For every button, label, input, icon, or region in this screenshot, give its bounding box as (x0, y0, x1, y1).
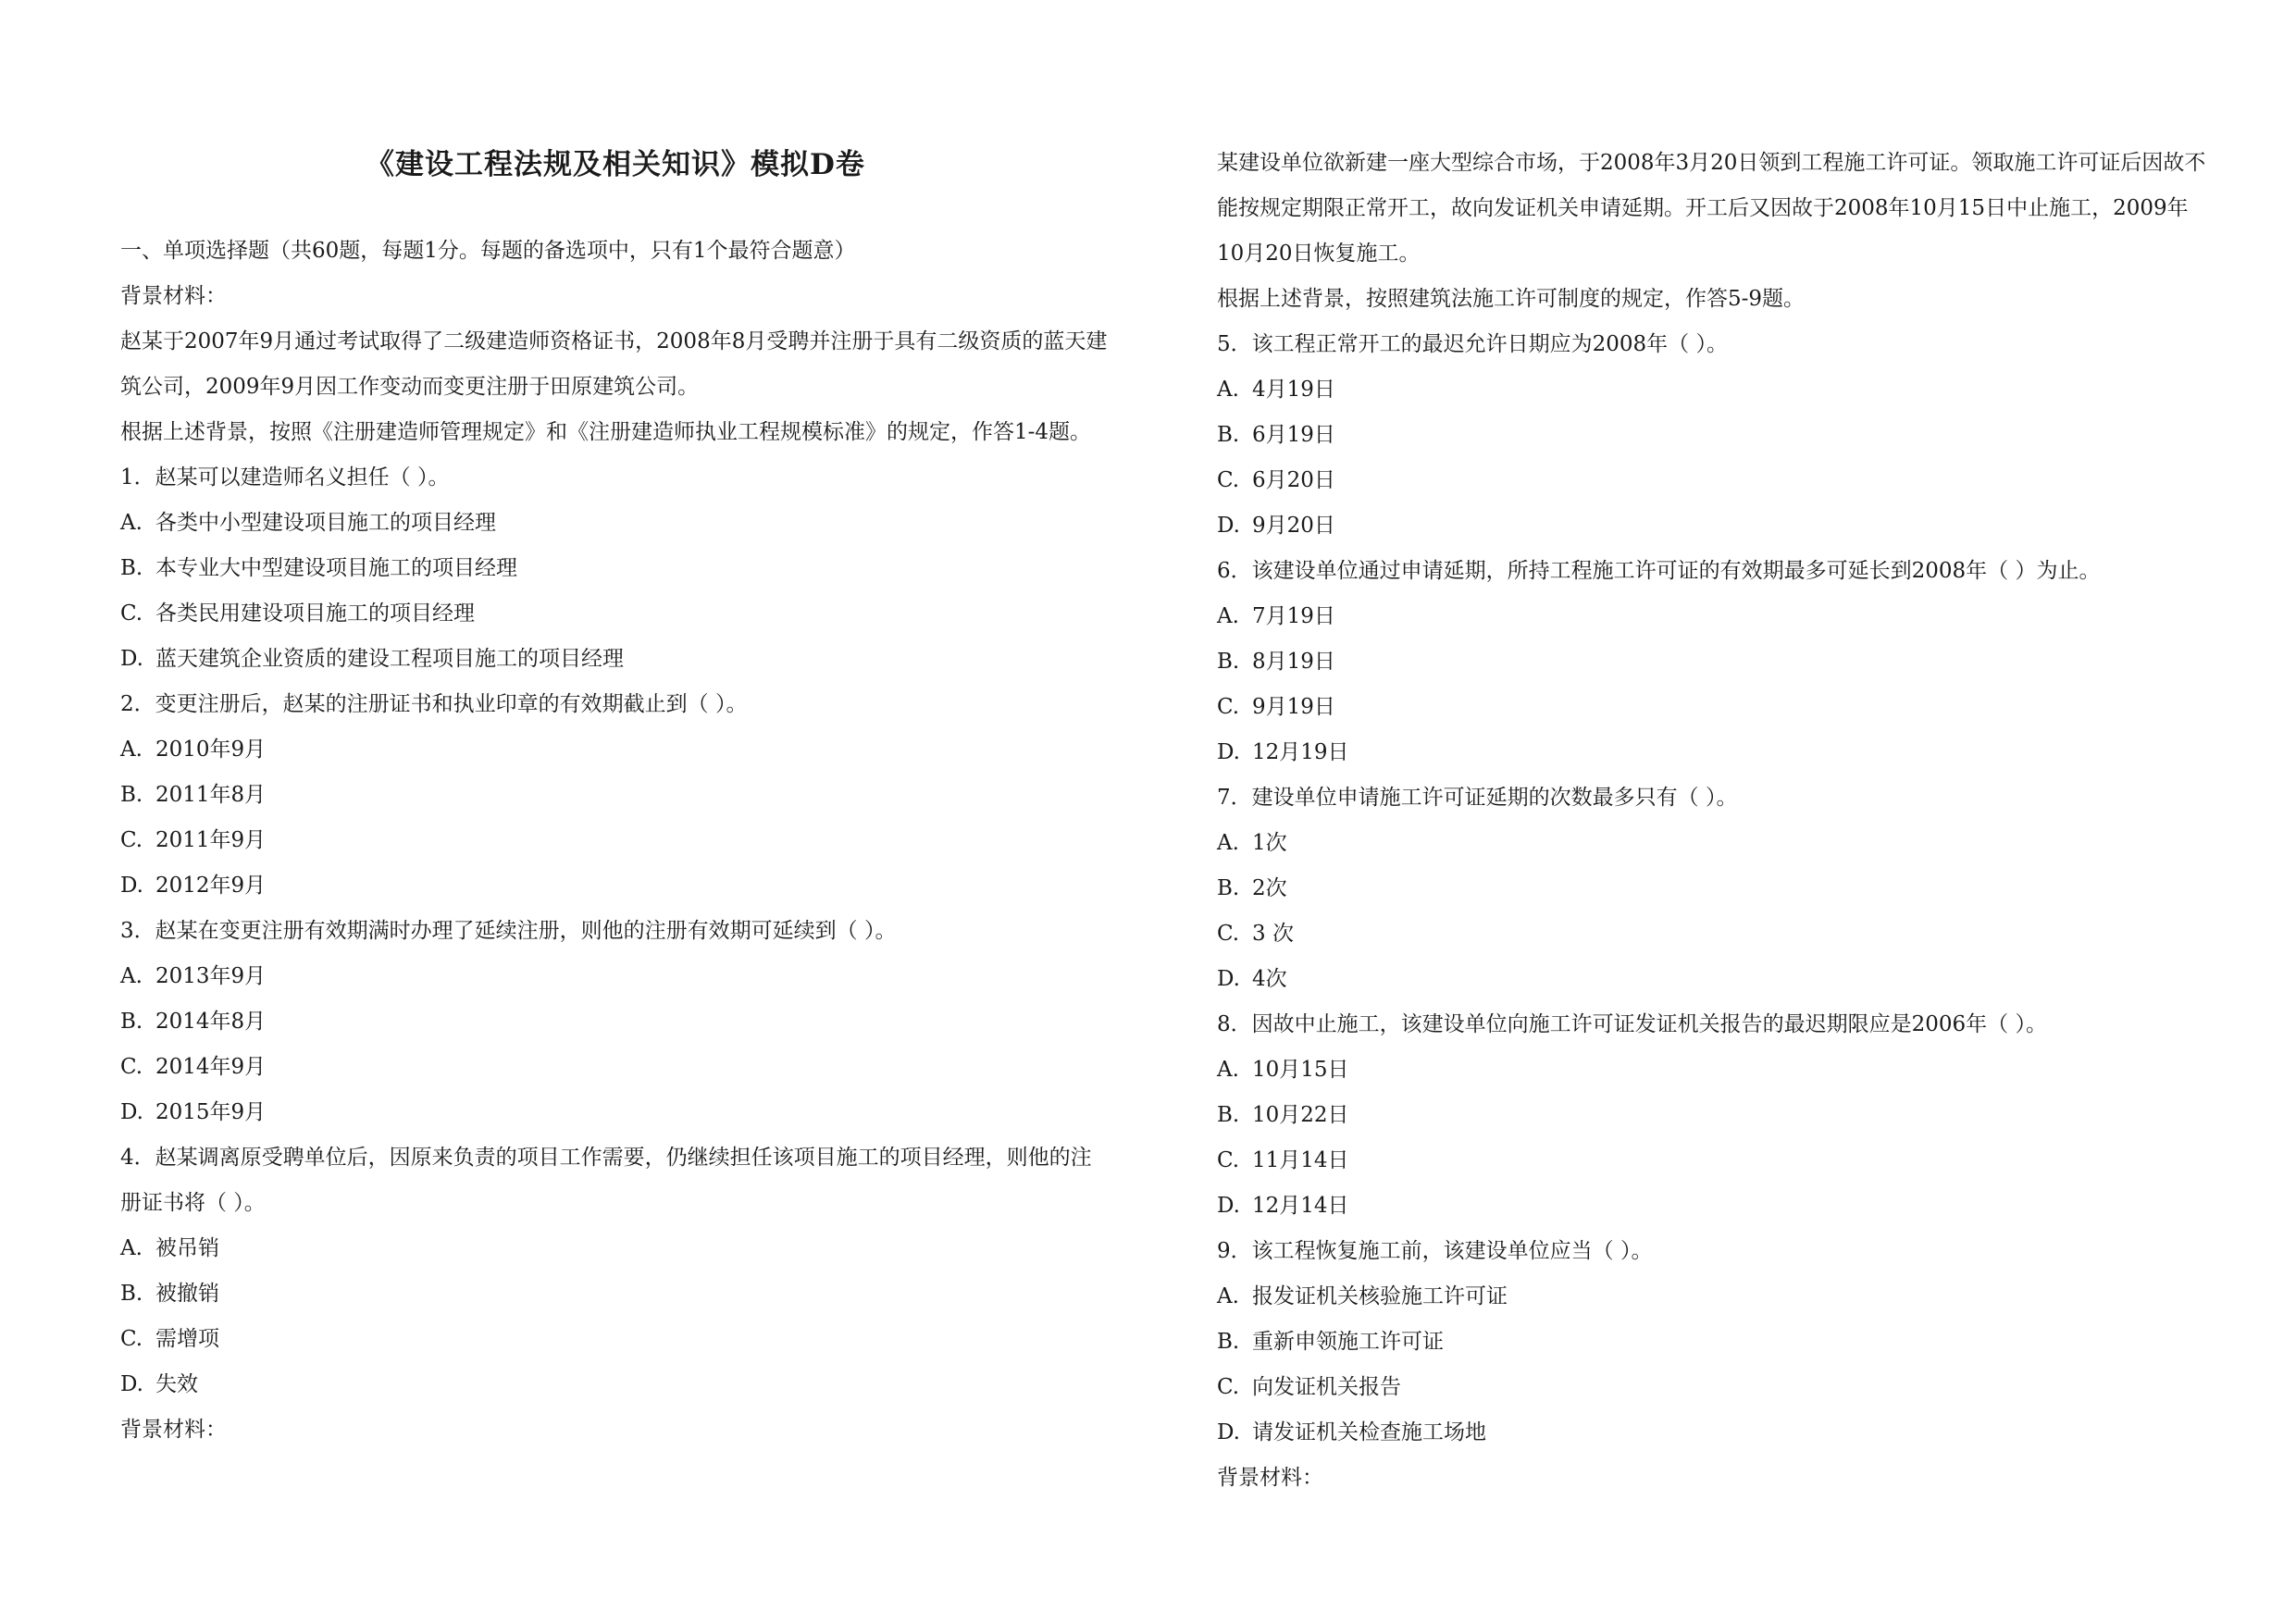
question-stem: 3．赵某在变更注册有效期满时办理了延续注册，则他的注册有效期可延续到（ ）。 (120, 919, 897, 943)
document-title: 《建设工程法规及相关知识》模拟D卷 (366, 148, 865, 181)
option-letter: B. (1217, 1103, 1240, 1127)
option-letter: B. (120, 783, 143, 807)
option-text: 1次 (1252, 831, 1287, 855)
option-letter: C. (1217, 1375, 1240, 1399)
option-text: 重新申领施工许可证 (1252, 1330, 1444, 1354)
option-text: 请发证机关检查施工场地 (1252, 1420, 1486, 1444)
option-letter: D. (120, 1372, 143, 1396)
option-letter: D. (1217, 967, 1240, 991)
answer-option (1217, 821, 2207, 866)
answer-option (120, 637, 1111, 682)
answer-option (1217, 911, 2207, 957)
answer-option (120, 1271, 1111, 1317)
option-letter: B. (1217, 876, 1240, 900)
option-letter: C. (120, 601, 143, 626)
answer-option (1217, 594, 2207, 639)
left-column (120, 137, 1111, 1453)
option-letter: A. (120, 964, 143, 988)
option-text: 4次 (1252, 967, 1287, 991)
answer-option (1217, 1320, 2207, 1365)
option-text: 10月15日 (1252, 1058, 1349, 1082)
right-column (1217, 141, 2207, 1501)
option-text: 蓝天建筑企业资质的建设工程项目施工的项目经理 (155, 647, 624, 671)
question-stem: 1．赵某可以建造师名义担任（ ）。 (120, 465, 450, 490)
option-letter: A. (120, 1236, 143, 1260)
option-text: 2013年9月 (155, 964, 267, 988)
answer-option (1217, 639, 2207, 685)
option-letter: A. (1217, 831, 1239, 855)
answer-option (1217, 1274, 2207, 1320)
option-text: 6月20日 (1252, 468, 1335, 492)
option-letter: D. (120, 1100, 143, 1124)
option-letter: C. (120, 1055, 143, 1079)
answer-option (1217, 503, 2207, 549)
background-instruction: 根据上述背景，按照《注册建造师管理规定》和《注册建造师执业工程规模标准》的规定，作答1-4题。 (120, 420, 1092, 444)
option-letter: A. (1217, 1058, 1239, 1082)
option-letter: C. (120, 1327, 143, 1351)
option-text: 8月19日 (1252, 650, 1335, 674)
question-stem: 8．因故中止施工，该建设单位向施工许可证发证机关报告的最迟期限应是2006年（ ）。 (1217, 1012, 2047, 1036)
option-text: 向发证机关报告 (1252, 1375, 1401, 1399)
answer-option (120, 1362, 1111, 1407)
option-letter: D. (120, 647, 143, 671)
option-letter: C. (1217, 468, 1240, 492)
background-text: 赵某于2007年9月通过考试取得了二级建造师资格证书，2008年8月受聘并注册于具有二级资质的蓝天建筑公司，2009年9月因工作变动而变更注册于田原建筑公司。 (120, 329, 1108, 399)
answer-option (120, 954, 1111, 999)
background-instruction: 根据上述背景，按照建筑法施工许可制度的规定，作答5-9题。 (1217, 287, 1806, 311)
answer-option (120, 999, 1111, 1045)
option-text: 2012年9月 (155, 874, 267, 898)
background-label: 背景材料： (120, 284, 227, 308)
option-text: 9月19日 (1252, 695, 1335, 719)
option-text: 2014年8月 (155, 1010, 267, 1034)
answer-option (120, 818, 1111, 863)
option-letter: B. (120, 1010, 143, 1034)
question-list (1217, 322, 2207, 1456)
option-letter: B. (1217, 650, 1240, 674)
answer-option (1217, 1138, 2207, 1184)
option-text: 11月14日 (1252, 1148, 1349, 1172)
option-letter: D. (1217, 1194, 1240, 1218)
option-letter: C. (1217, 922, 1240, 946)
option-letter: C. (1217, 695, 1240, 719)
option-letter: D. (120, 874, 143, 898)
answer-option (1217, 458, 2207, 503)
option-letter: D. (1217, 514, 1240, 538)
option-text: 2014年9月 (155, 1055, 267, 1079)
answer-option (120, 546, 1111, 591)
answer-option (1217, 1093, 2207, 1138)
option-letter: A. (1217, 604, 1239, 628)
option-letter: B. (1217, 1330, 1240, 1354)
option-letter: A. (120, 511, 143, 535)
option-text: 各类中小型建设项目施工的项目经理 (155, 511, 496, 535)
section-header: 一、单项选择题（共60题，每题1分。每题的备选项中，只有1个最符合题意） (120, 239, 856, 263)
answer-option (120, 1226, 1111, 1271)
answer-option (1217, 1048, 2207, 1093)
option-letter: A. (120, 738, 143, 762)
option-text: 被吊销 (155, 1236, 219, 1260)
option-text: 需增项 (155, 1327, 219, 1351)
option-text: 各类民用建设项目施工的项目经理 (155, 601, 475, 626)
option-text: 2010年9月 (155, 738, 267, 762)
answer-option (1217, 367, 2207, 413)
option-text: 失效 (155, 1372, 198, 1396)
answer-option (120, 501, 1111, 546)
option-text: 10月22日 (1252, 1103, 1349, 1127)
question-list (120, 455, 1111, 1407)
option-letter: A. (1217, 1284, 1239, 1308)
question-stem: 6．该建设单位通过申请延期，所持工程施工许可证的有效期最多可延长到2008年（ ）为止。 (1217, 559, 2101, 583)
option-letter: B. (1217, 423, 1240, 447)
option-letter: C. (120, 828, 143, 852)
question-stem: 2．变更注册后，赵某的注册证书和执业印章的有效期截止到（ ）。 (120, 692, 748, 716)
answer-option (1217, 685, 2207, 730)
answer-option (120, 1045, 1111, 1090)
answer-option (1217, 413, 2207, 458)
option-text: 12月19日 (1252, 740, 1349, 764)
option-letter: D. (1217, 1420, 1240, 1444)
option-letter: D. (1217, 740, 1240, 764)
answer-option (120, 863, 1111, 909)
answer-option (1217, 957, 2207, 1002)
option-letter: A. (1217, 378, 1239, 402)
option-text: 2011年8月 (155, 783, 267, 807)
option-text: 6月19日 (1252, 423, 1335, 447)
background-label: 背景材料： (120, 1418, 227, 1442)
answer-option (120, 773, 1111, 818)
answer-option (120, 591, 1111, 637)
background-text: 某建设单位欲新建一座大型综合市场，于2008年3月20日领到工程施工许可证。领取施工许可证后因故不能按规定期限正常开工，故向发证机关申请延期。开工后又因故于2008年10月15日中止施工，2009年10月20日恢复施工。 (1217, 151, 2206, 266)
option-text: 被撤销 (155, 1282, 219, 1306)
option-text: 2次 (1252, 876, 1287, 900)
question-stem: 7．建设单位申请施工许可证延期的次数最多只有（ ）。 (1217, 786, 1738, 810)
answer-option (120, 1317, 1111, 1362)
option-letter: C. (1217, 1148, 1240, 1172)
answer-option (1217, 866, 2207, 911)
answer-option (1217, 730, 2207, 775)
option-text: 7月19日 (1252, 604, 1335, 628)
answer-option (1217, 1365, 2207, 1410)
answer-option (120, 727, 1111, 773)
option-text: 12月14日 (1252, 1194, 1349, 1218)
question-stem: 5．该工程正常开工的最迟允许日期应为2008年（ ）。 (1217, 332, 1728, 356)
option-text: 9月20日 (1252, 514, 1335, 538)
question-stem: 4．赵某调离原受聘单位后，因原来负责的项目工作需要，仍继续担任该项目施工的项目经理，则他的注册证书将（ ）。 (120, 1146, 1092, 1215)
option-text: 3 次 (1252, 922, 1294, 946)
option-text: 2015年9月 (155, 1100, 267, 1124)
option-text: 本专业大中型建设项目施工的项目经理 (155, 556, 517, 580)
option-text: 2011年9月 (155, 828, 267, 852)
answer-option (1217, 1184, 2207, 1229)
option-letter: B. (120, 556, 143, 580)
answer-option (120, 1090, 1111, 1135)
question-stem: 9．该工程恢复施工前，该建设单位应当（ ）。 (1217, 1239, 1653, 1263)
answer-option (1217, 1410, 2207, 1456)
option-text: 报发证机关核验施工许可证 (1252, 1284, 1508, 1308)
option-letter: B. (120, 1282, 143, 1306)
option-text: 4月19日 (1252, 378, 1335, 402)
background-label: 背景材料： (1217, 1466, 1323, 1490)
